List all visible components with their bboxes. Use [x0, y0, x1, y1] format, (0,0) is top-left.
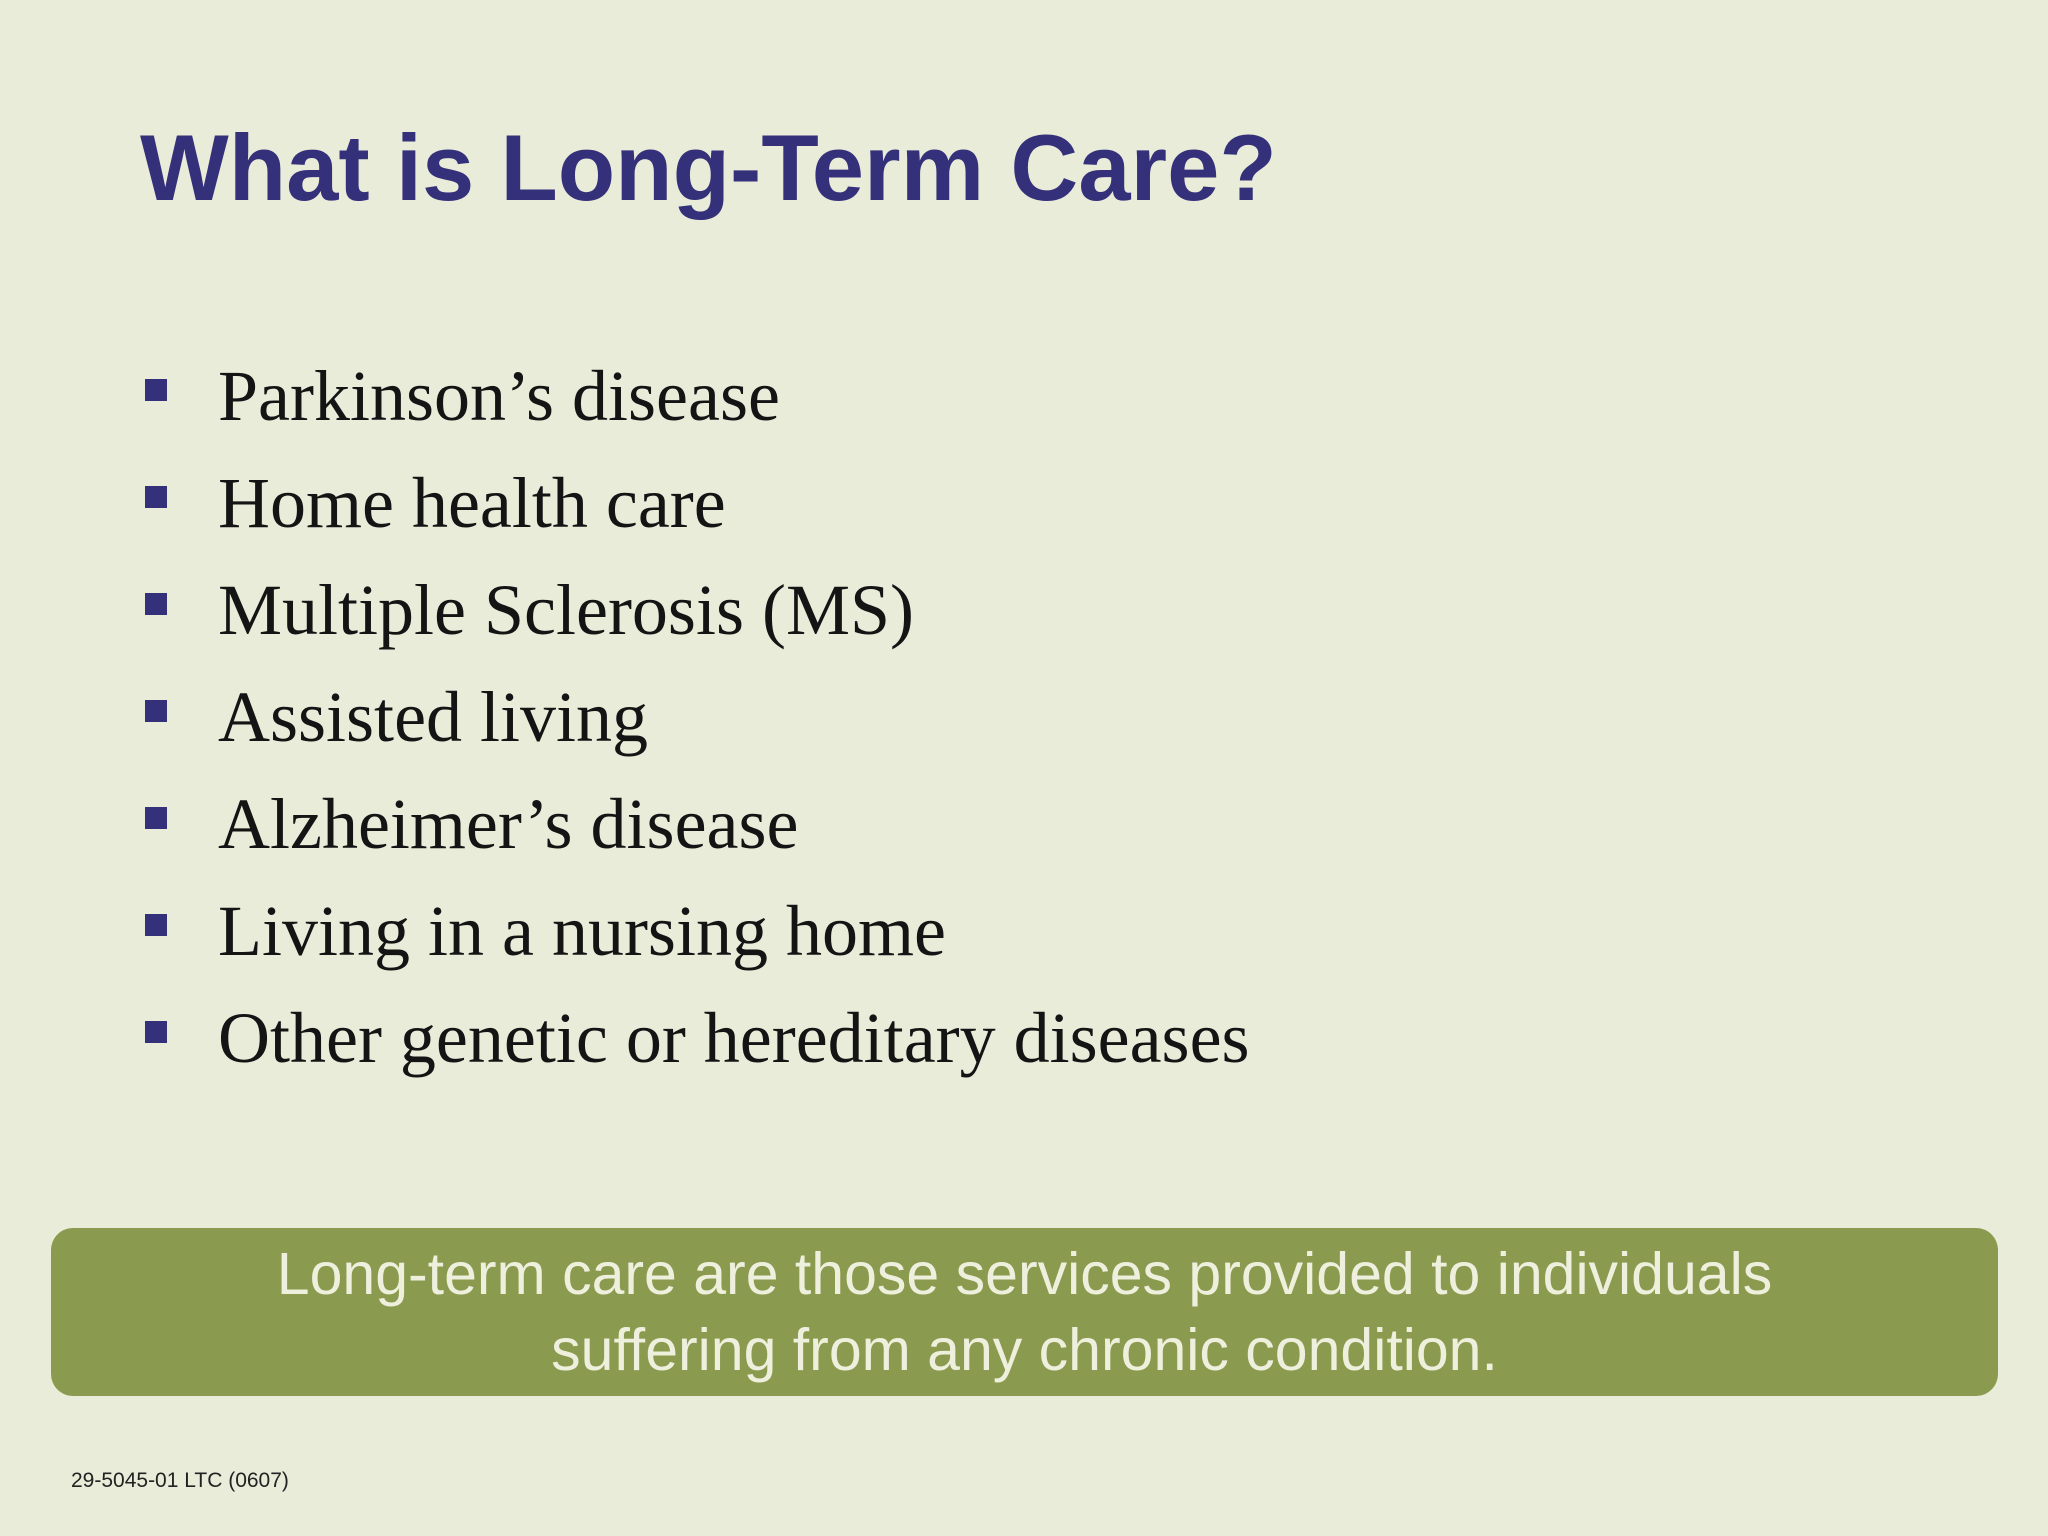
square-bullet-icon [145, 914, 167, 936]
bullet-text: Living in a nursing home [218, 891, 946, 971]
bullet-text: Other genetic or hereditary diseases [218, 998, 1250, 1078]
callout-line-1: Long-term care are those services provided to individuals [276, 1241, 1773, 1307]
slide-title: What is Long-Term Care? [140, 115, 1277, 220]
square-bullet-icon [145, 486, 167, 508]
square-bullet-icon [145, 593, 167, 615]
square-bullet-icon [145, 379, 167, 401]
square-bullet-icon [145, 807, 167, 829]
bullet-text: Parkinson’s disease [218, 356, 780, 436]
callout-line-2: suffering from any chronic condition. [551, 1317, 1498, 1383]
definition-callout [51, 1228, 1998, 1396]
bullet-text: Alzheimer’s disease [218, 784, 799, 864]
square-bullet-icon [145, 1021, 167, 1043]
callout-text [277, 1236, 1772, 1388]
bullet-text: Multiple Sclerosis (MS) [218, 570, 914, 650]
bullet-text: Assisted living [218, 677, 649, 757]
bullet-text: Home health care [218, 463, 726, 543]
document-code: 29-5045-01 LTC (0607) [71, 1469, 289, 1492]
square-bullet-icon [145, 700, 167, 722]
